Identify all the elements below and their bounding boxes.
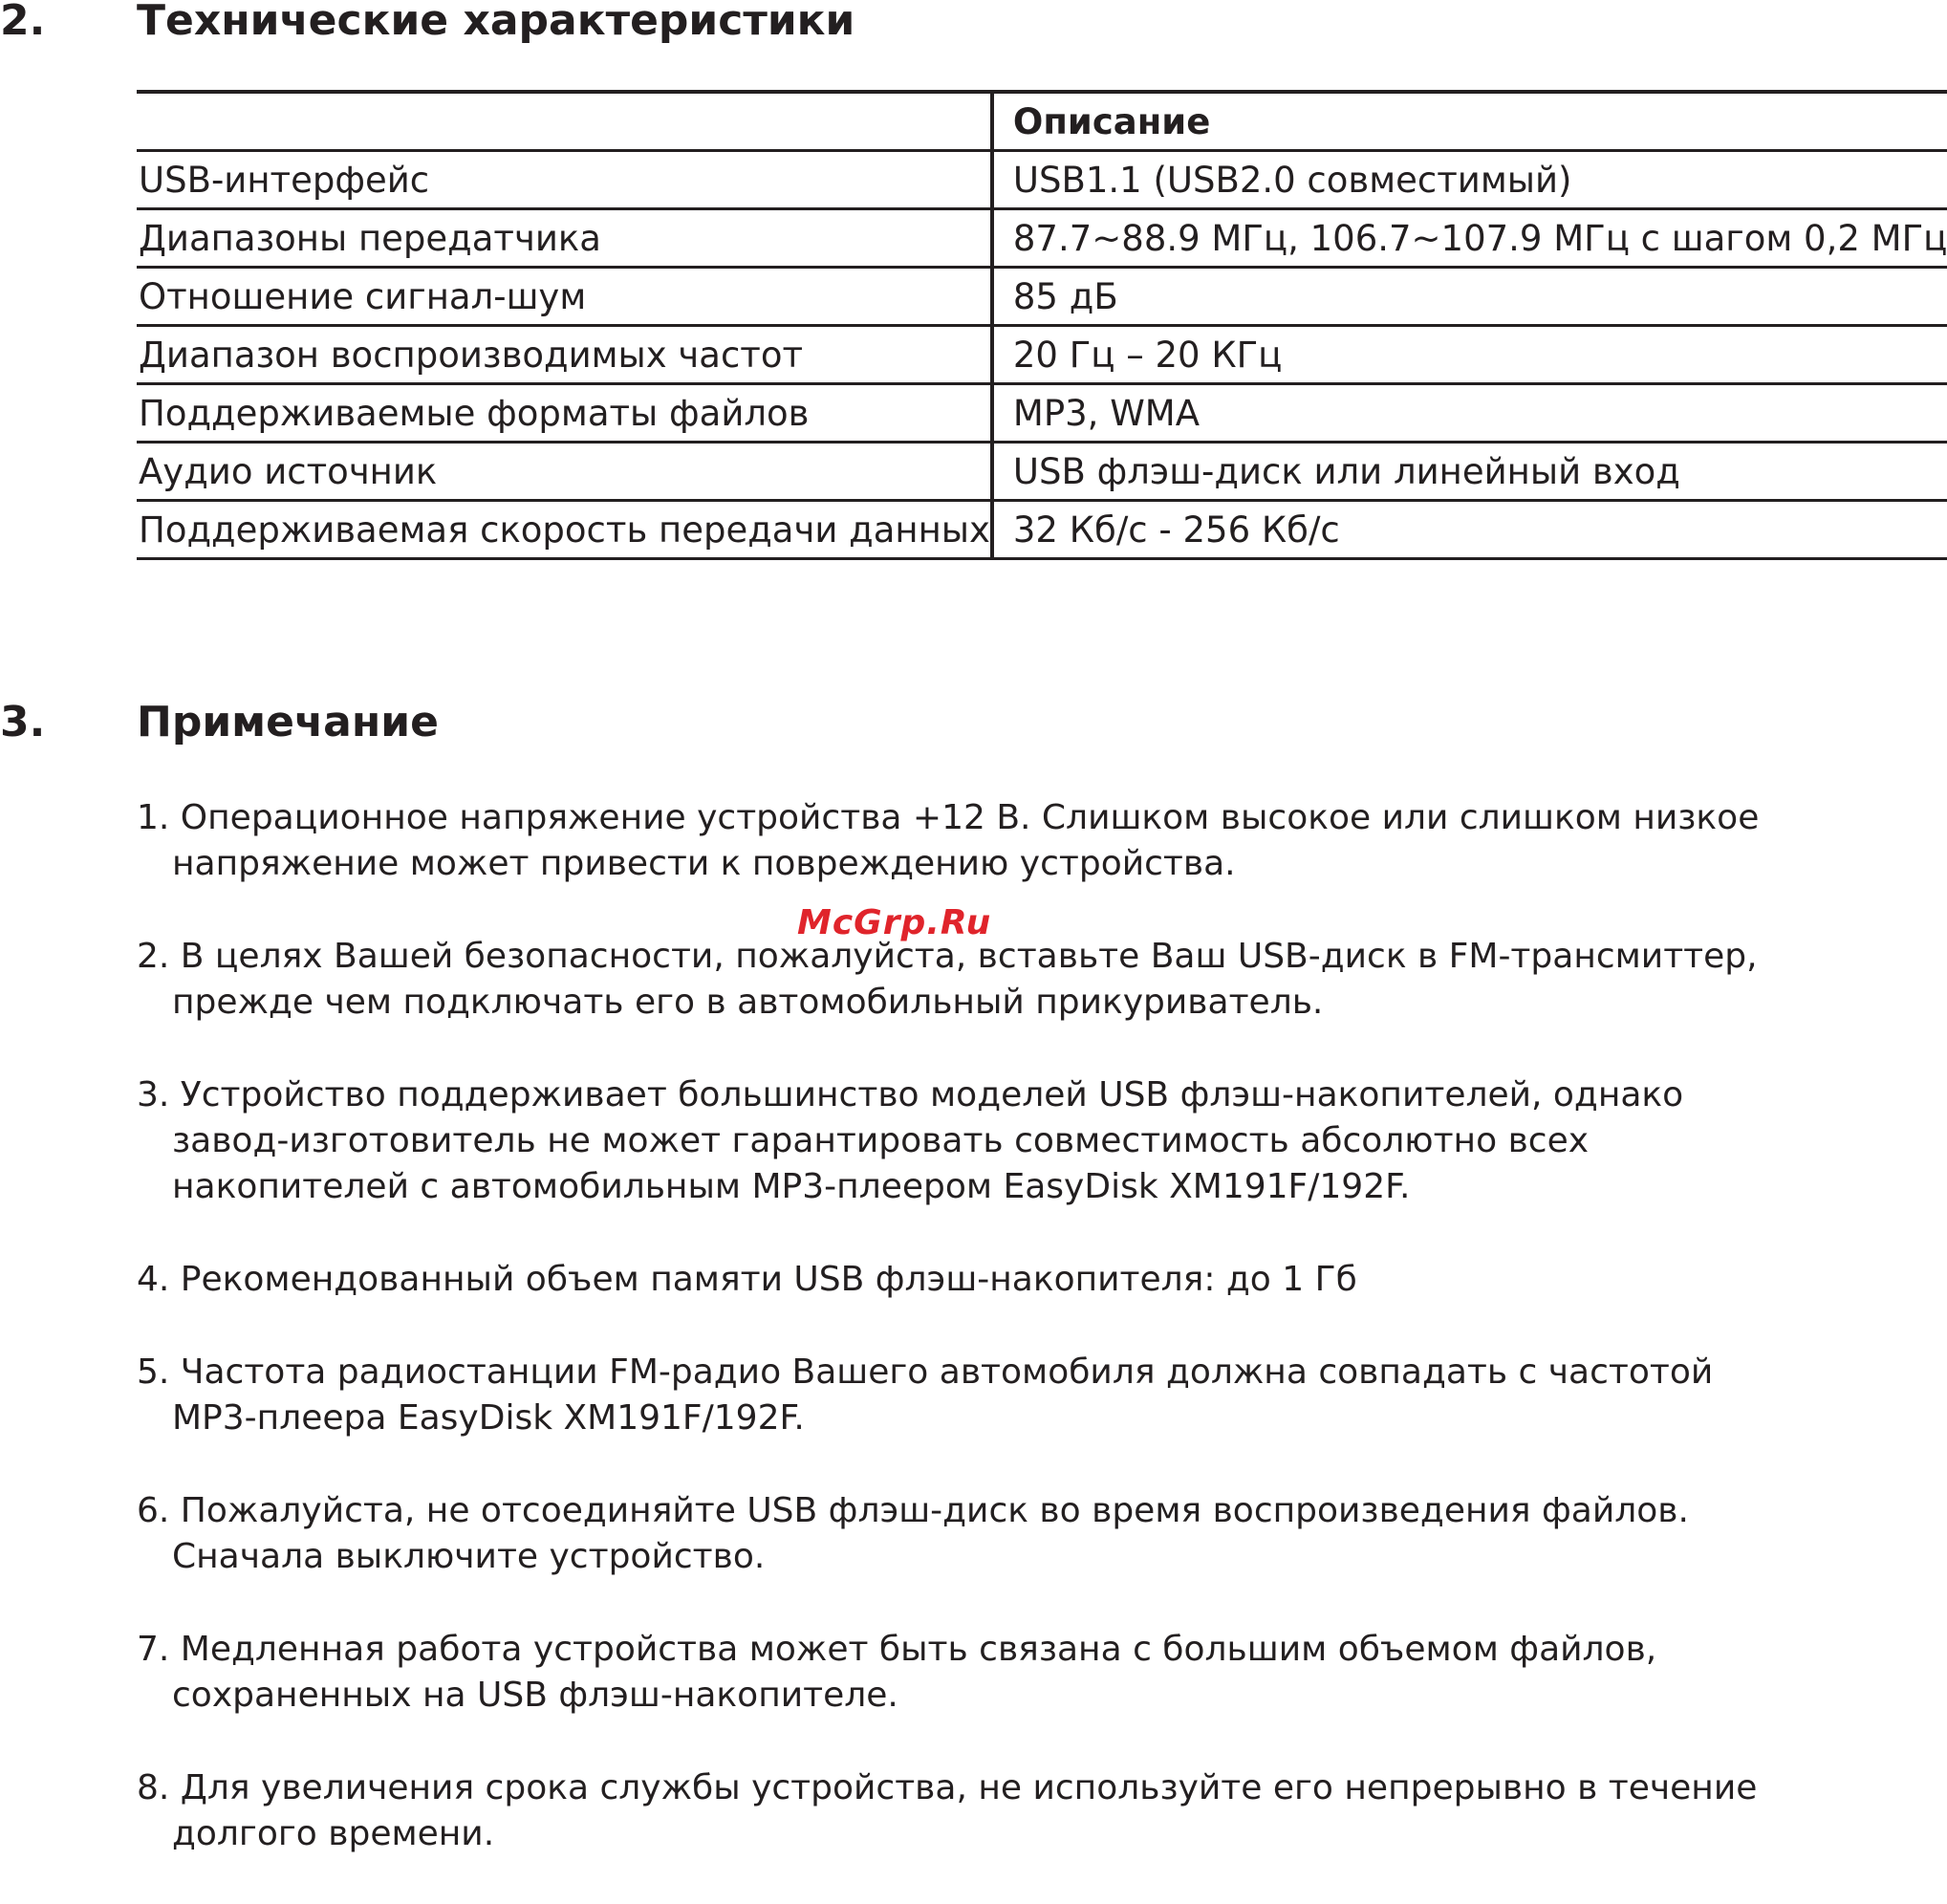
spec-param: Отношение сигнал-шум <box>137 268 992 326</box>
spec-value: 87.7~88.9 МГц, 106.7~107.9 МГц с шагом 0,2 МГц <box>992 209 1947 268</box>
spec-param: Поддерживаемая скорость передачи данных <box>137 501 992 559</box>
notes-list <box>137 795 1773 1904</box>
spec-value: 85 дБ <box>992 268 1947 326</box>
section-2-title: Технические характеристики <box>137 0 855 45</box>
list-item: 5. Частота радиостанции FM-радио Вашего автомобиля должна совпадать с частотой MP3-плеера EasyDisk XM191F/192F. <box>137 1352 1714 1438</box>
spec-param: Поддерживаемые форматы файлов <box>137 384 992 443</box>
list-item: 7. Медленная работа устройства может быть связана с большим объемом файлов, сохраненных на USB флэш-накопителе. <box>137 1630 1657 1715</box>
table-row <box>137 268 1947 326</box>
spec-value: MP3, WMA <box>992 384 1947 443</box>
list-item: 2. В целях Вашей безопасности, пожалуйста, вставьте Ваш USB-диск в FM-трансмиттер, прежде чем подключать его в автомобильный прикуриватель. <box>137 937 1758 1022</box>
section-2-number: 2. <box>0 0 46 45</box>
section-3-title: Примечание <box>137 698 439 746</box>
spec-param: Диапазоны передатчика <box>137 209 992 268</box>
list-item: 3. Устройство поддерживает большинство моделей USB флэш-накопителей, однако завод-изготовитель не может гарантировать совместимость абсолютно всех накопителей с автомобильным MP3-плеером EasyDisk XM191F/192F. <box>137 1075 1684 1206</box>
list-item: 1. Операционное напряжение устройства +12 В. Слишком высокое или слишком низкое напряжение может привести к повреждению устройства. <box>137 798 1760 883</box>
spec-table <box>137 90 1947 560</box>
table-row <box>137 501 1947 559</box>
spec-param: Диапазон воспроизводимых частот <box>137 326 992 384</box>
spec-param: USB-интерфейс <box>137 151 992 209</box>
spec-value: 20 Гц – 20 КГц <box>992 326 1947 384</box>
spec-value: USB флэш-диск или линейный вход <box>992 443 1947 501</box>
table-row <box>137 151 1947 209</box>
table-row <box>137 443 1947 501</box>
spec-param: Аудио источник <box>137 443 992 501</box>
table-row <box>137 384 1947 443</box>
list-item: 4. Рекомендованный объем памяти USB флэш-накопителя: до 1 Гб <box>137 1260 1357 1299</box>
watermark: McGrp.Ru <box>797 903 992 942</box>
list-item: 6. Пожалуйста, не отсоединяйте USB флэш-диск во время воспроизведения файлов. Сначала выключите устройство. <box>137 1491 1689 1576</box>
spec-value: 32 Кб/с - 256 Кб/с <box>992 501 1947 559</box>
list-item: 8. Для увеличения срока службы устройства, не используйте его непрерывно в течение долгого времени. <box>137 1768 1758 1853</box>
section-3-number: 3. <box>0 698 46 746</box>
table-row <box>137 326 1947 384</box>
spec-value: USB1.1 (USB2.0 совместимый) <box>992 151 1947 209</box>
spec-table-header-description: Описание <box>992 92 1947 151</box>
table-row <box>137 209 1947 268</box>
spec-table-header-row <box>137 92 1947 151</box>
spec-table-header-param <box>137 92 992 151</box>
